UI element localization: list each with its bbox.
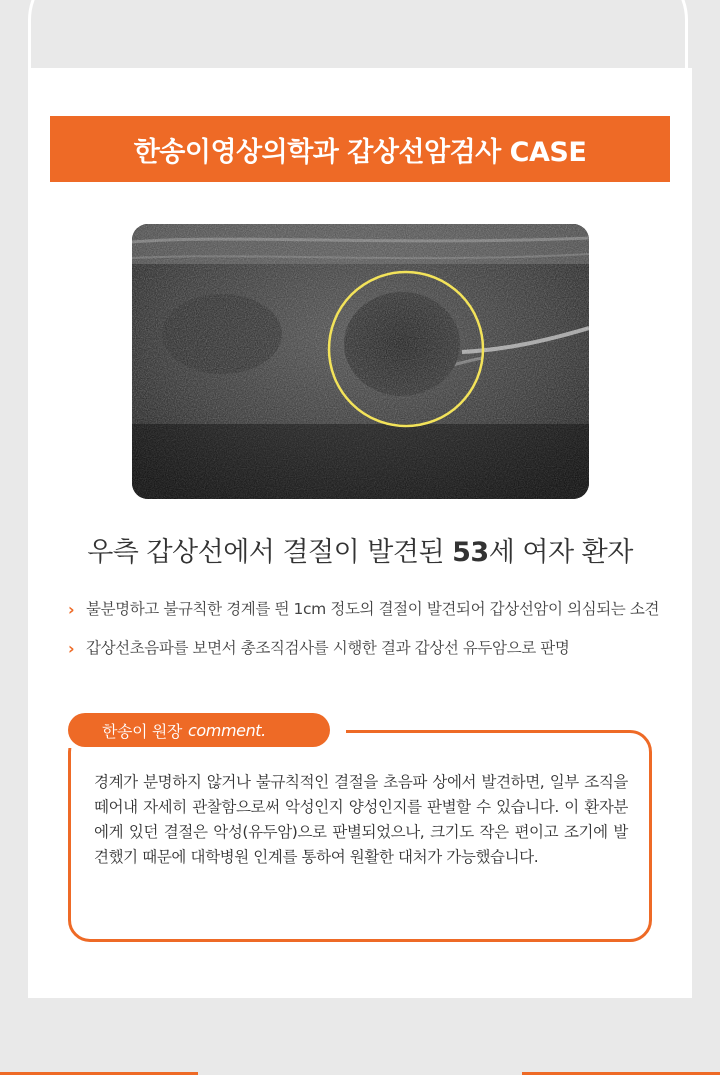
headline-age: 53 [452, 537, 489, 568]
chevron-right-icon: › [68, 600, 75, 619]
comment-label-en: comment. [187, 720, 266, 740]
headline-text-before: 우측 갑상선에서 결절이 발견된 [87, 537, 453, 568]
finding-text: 불분명하고 불규칙한 경계를 띈 1cm 정도의 결절이 발견되어 갑상선암이 의심되는 소견 [86, 600, 660, 618]
case-title: 한송이영상의학과 갑상선암검사 CASE [50, 116, 670, 182]
finding-item [68, 598, 668, 621]
comment-label [68, 713, 330, 747]
headline-text-after: 세 여자 환자 [488, 537, 633, 568]
ultrasound-scan [132, 224, 589, 499]
comment-text: 경계가 분명하지 않거나 불규칙적인 결절을 초음파 상에서 발견하면, 일부 조직을 떼어내 자세히 관찰함으로써 악성인지 양성인지를 판별할 수 있습니다. 이 환자분에게 있던 결절은 악성(유두암)으로 판별되었으나, 크기도 작은 편이고 조기에 발견했기 때문에 대학병원 인계를 통하여 원활한 대처가 가능했습니다. [94, 773, 628, 866]
ultrasound-image [132, 224, 589, 499]
case-card [28, 68, 692, 998]
chevron-right-icon: › [68, 639, 75, 658]
finding-text: 갑상선초음파를 보면서 총조직검사를 시행한 결과 갑상선 유두암으로 판명 [86, 639, 570, 657]
finding-item [68, 637, 668, 660]
findings-list [68, 598, 668, 676]
comment-label-ko: 한송이 원장 [102, 721, 182, 741]
patient-headline [28, 530, 692, 569]
